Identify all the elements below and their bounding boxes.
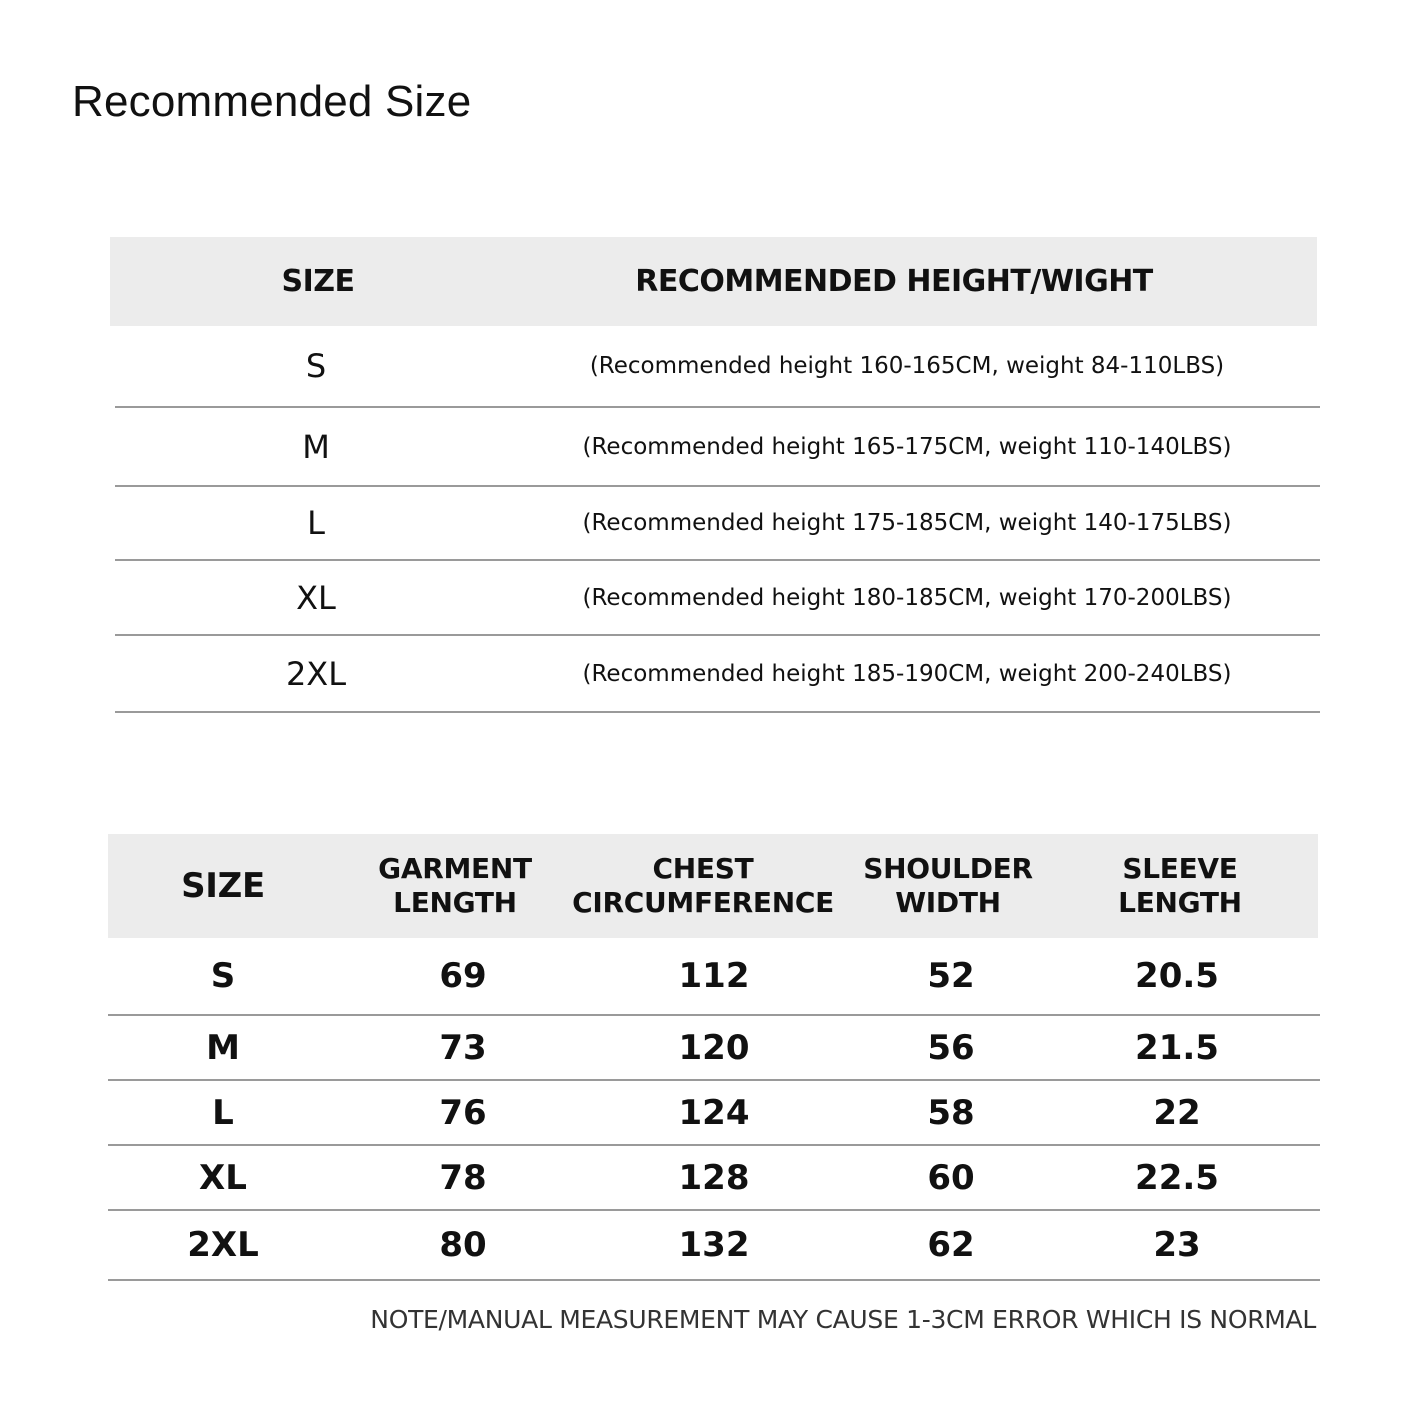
header-sleeve-length [1062, 852, 1298, 920]
page-title: Recommended Size [72, 77, 472, 126]
chest-cell: 112 [678, 956, 750, 996]
table-row [108, 1211, 1320, 1281]
measurement-table-header [108, 834, 1318, 938]
measurement-table [108, 834, 1320, 1281]
recommended-size-table [110, 237, 1320, 713]
size-cell: XL [199, 1157, 247, 1198]
header-size: SIZE [181, 866, 265, 906]
recommendation-cell: (Recommended height 185-190CM, weight 200-240LBS) [582, 660, 1232, 687]
recommendation-cell: (Recommended height 180-185CM, weight 170-200LBS) [582, 584, 1232, 611]
size-cell: L [212, 1092, 234, 1133]
garment-length-cell: 69 [439, 956, 487, 996]
size-cell: 2XL [285, 654, 347, 693]
shoulder-cell: 56 [927, 1027, 975, 1068]
shoulder-cell: 58 [927, 1092, 975, 1133]
table-row [115, 636, 1320, 713]
header-garment-length [338, 852, 572, 920]
garment-length-cell: 80 [439, 1225, 487, 1265]
measurement-note: NOTE/MANUAL MEASUREMENT MAY CAUSE 1-3CM ERROR WHICH IS NORMAL [370, 1305, 1316, 1334]
table-row [115, 487, 1320, 561]
table-row [108, 1016, 1320, 1081]
header-recommended: RECOMMENDED HEIGHT/WIGHT [635, 264, 1153, 299]
shoulder-cell: 60 [927, 1157, 975, 1198]
garment-length-cell: 76 [439, 1092, 487, 1133]
chest-cell: 128 [678, 1157, 750, 1198]
header-size: SIZE [281, 264, 355, 299]
table-row [108, 938, 1320, 1016]
garment-length-cell: 73 [439, 1027, 487, 1068]
garment-length-cell: 78 [439, 1157, 487, 1198]
sleeve-cell: 23 [1153, 1225, 1201, 1265]
header-line: LENGTH [393, 886, 517, 919]
size-cell: L [307, 504, 325, 542]
header-line: CHEST [652, 852, 754, 885]
chest-cell: 120 [678, 1027, 750, 1068]
table-row [115, 326, 1320, 408]
header-line: WIDTH [895, 886, 1001, 919]
header-line: CIRCUMFERENCE [572, 886, 834, 919]
header-line: SLEEVE [1122, 852, 1238, 885]
header-line: LENGTH [1118, 886, 1242, 919]
shoulder-cell: 52 [927, 956, 975, 996]
table-row [115, 408, 1320, 487]
table-row [115, 561, 1320, 636]
sleeve-cell: 22 [1153, 1092, 1201, 1133]
header-chest-circumference [572, 852, 834, 920]
sleeve-cell: 21.5 [1135, 1027, 1219, 1068]
shoulder-cell: 62 [927, 1225, 975, 1265]
chest-cell: 124 [678, 1092, 750, 1133]
table-row [108, 1146, 1320, 1211]
size-cell: 2XL [187, 1225, 259, 1265]
size-cell: M [302, 427, 330, 466]
recommendation-cell: (Recommended height 165-175CM, weight 110-140LBS) [582, 433, 1232, 460]
size-cell: S [210, 956, 236, 996]
sleeve-cell: 20.5 [1135, 956, 1219, 996]
size-cell: XL [296, 578, 336, 617]
header-line: SHOULDER [863, 852, 1033, 885]
recommendation-cell: (Recommended height 160-165CM, weight 84-110LBS) [589, 353, 1225, 379]
recommended-size-table-header [110, 237, 1317, 326]
size-cell: S [305, 347, 327, 385]
size-cell: M [206, 1027, 240, 1068]
table-row [108, 1081, 1320, 1146]
sleeve-cell: 22.5 [1135, 1157, 1219, 1198]
header-shoulder-width [834, 852, 1062, 920]
recommendation-cell: (Recommended height 175-185CM, weight 140-175LBS) [582, 510, 1232, 536]
header-line: GARMENT [378, 852, 532, 885]
chest-cell: 132 [678, 1225, 750, 1265]
